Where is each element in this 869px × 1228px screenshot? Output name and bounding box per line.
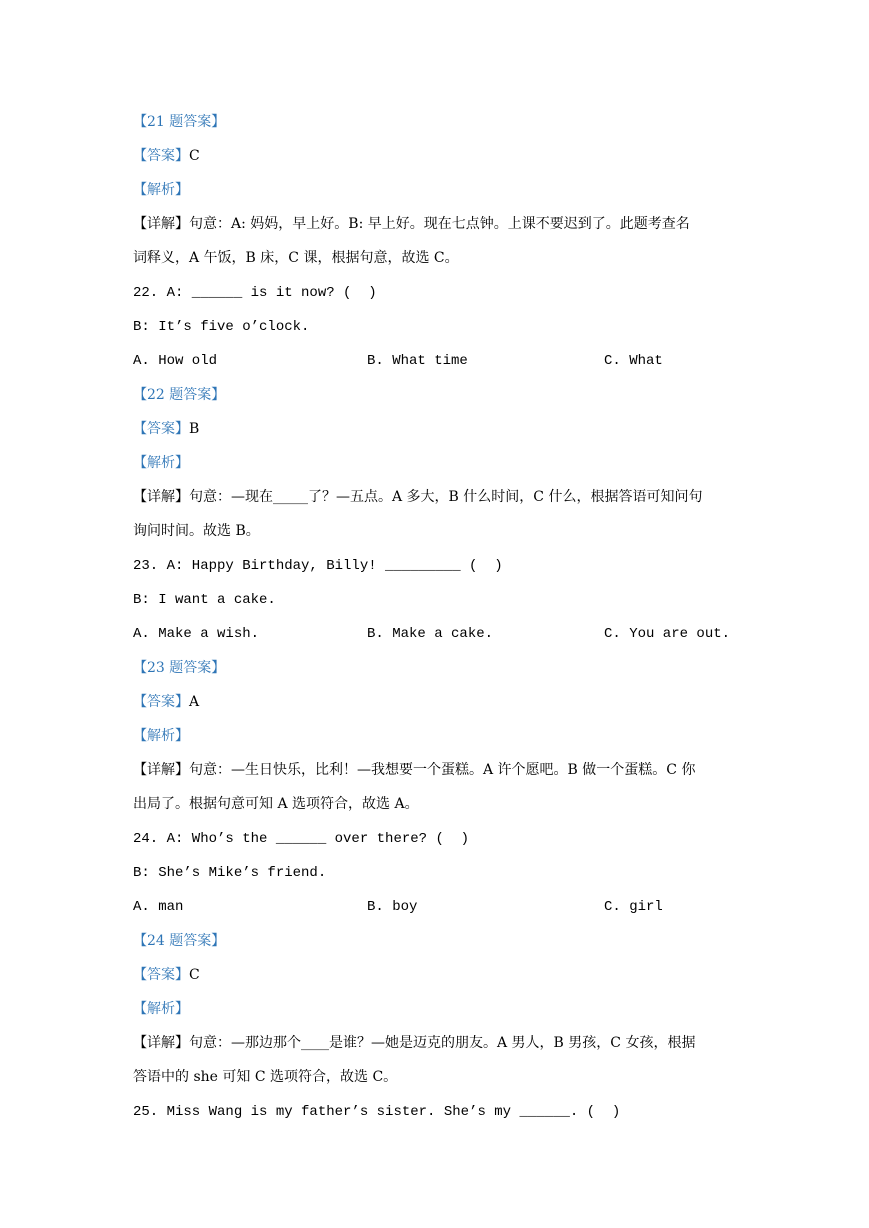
answer-value: A [189,694,200,710]
q21-answer [133,147,200,165]
q23-line-b: B: I want a cake. [133,592,276,608]
q23-option-b: B. Make a cake. [367,626,494,642]
q22-line-b: B: It’s five o’clock. [133,319,310,335]
q22-option-c: C. What [604,353,663,369]
q23-option-c: C. You are out. [604,626,731,642]
q21-detail-line2: 词释义，A 午饭，B 床，C 课，根据句意，故选 C。 [133,250,459,266]
q23-detail-line2: 出局了。根据句意可知 A 选项符合，故选 A。 [133,796,419,812]
q22-answer-header: 【22 题答案】 [133,387,226,403]
q21-detail-line1: 【详解】句意：A: 妈妈，早上好。B: 早上好。现在七点钟。上课不要迟到了。此题考查名 [133,216,690,232]
q24-option-c: C. girl [604,899,663,915]
q24-line-b: B: She’s Mike’s friend. [133,865,327,881]
q23-detail-line1: 【详解】句意：—生日快乐，比利！—我想要一个蛋糕。A 许个愿吧。B 做一个蛋糕。C 你 [133,762,696,778]
q24-detail-line1: 【详解】句意：—那边那个____是谁？—她是迈克的朋友。A 男人，B 男孩，C 女孩，根据 [133,1035,696,1051]
q23-option-a: A. Make a wish. [133,626,260,642]
answer-label: 【答案】 [133,148,189,164]
q21-analysis-label: 【解析】 [133,182,189,198]
q22-question: 22. A: ______ is it now? ( ) [133,285,377,301]
q23-answer [133,693,199,711]
q24-answer [133,966,200,984]
answer-value: C [189,148,200,164]
q22-detail-line1: 【详解】句意：—现在_____了？—五点。A 多大，B 什么时间，C 什么，根据答语可知问句 [133,489,703,505]
q24-question: 24. A: Who’s the ______ over there? ( ) [133,831,470,847]
q22-analysis-label: 【解析】 [133,455,189,471]
q23-answer-header: 【23 题答案】 [133,660,226,676]
q22-answer [133,420,199,438]
answer-label: 【答案】 [133,421,189,437]
answer-label: 【答案】 [133,694,189,710]
q21-answer-header: 【21 题答案】 [133,114,226,130]
q24-analysis-label: 【解析】 [133,1001,189,1017]
q25-question: 25. Miss Wang is my father’s sister. She’s my ______. ( ) [133,1104,621,1120]
answer-value: C [189,967,200,983]
q24-detail-line2: 答语中的 she 可知 C 选项符合，故选 C。 [133,1069,398,1085]
q23-question: 23. A: Happy Birthday, Billy! _________ ( ) [133,558,503,574]
q24-option-b: B. boy [367,899,418,915]
q24-answer-header: 【24 题答案】 [133,933,226,949]
q22-option-b: B. What time [367,353,468,369]
q22-detail-line2: 询问时间。故选 B。 [133,523,260,539]
q22-option-a: A. How old [133,353,218,369]
answer-label: 【答案】 [133,967,189,983]
q23-analysis-label: 【解析】 [133,728,189,744]
q24-option-a: A. man [133,899,184,915]
answer-value: B [189,421,200,437]
